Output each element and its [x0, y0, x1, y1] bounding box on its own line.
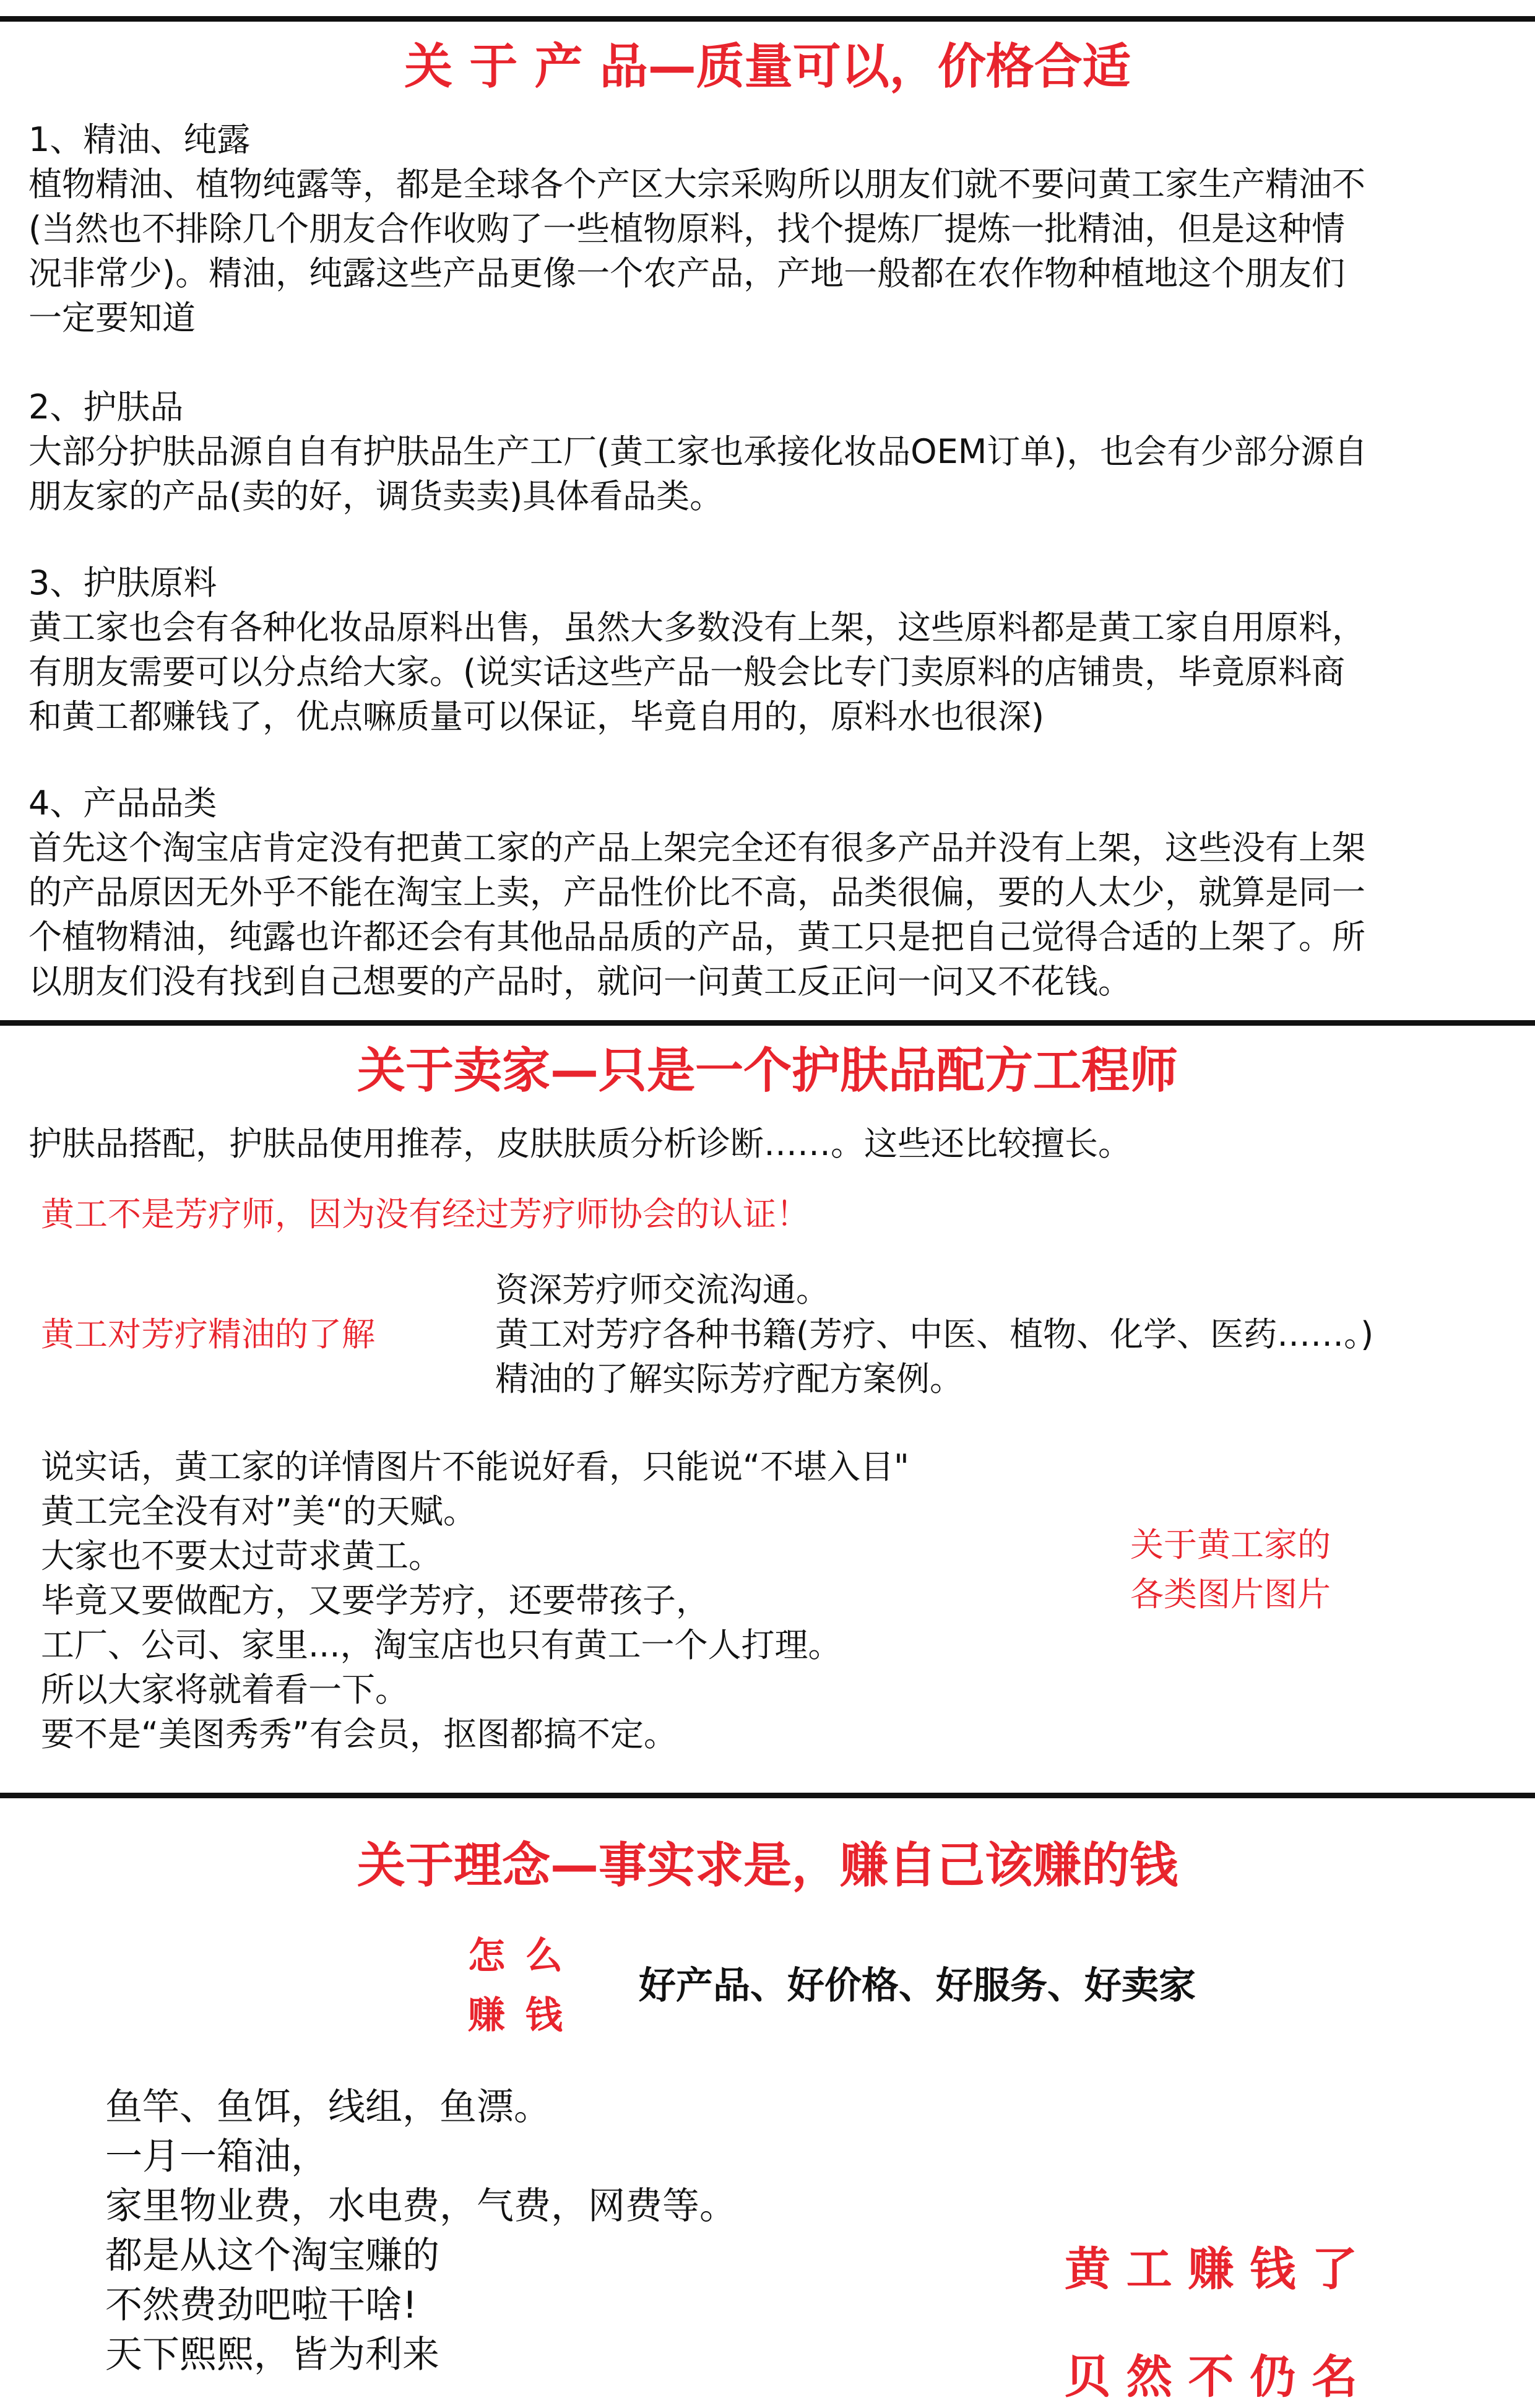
understanding-line: 黄工对芳疗各种书籍(芳疗、中医、植物、化学、医药……。): [495, 1315, 1374, 1354]
top-divider: [0, 16, 1535, 22]
item3-line: 有朋友需要可以分点给大家。(说实话这些产品一般会比专门卖原料的店铺贵，毕竟原料商: [28, 652, 1346, 691]
idea-line: 天下熙熙，皆为利来: [105, 2333, 439, 2376]
item3-line: 黄工家也会有各种化妆品原料出售，虽然大多数没有上架，这些原料都是黄工家自用原料，: [28, 608, 1365, 647]
how-label: 赚 钱: [468, 1994, 566, 2037]
item2-line: 大部分护肤品源自自有护肤品生产工厂(黄工家也承接化妆品OEM订单)，也会有少部分源自: [28, 432, 1368, 471]
item4-line: 个植物精油，纯露也许都还会有其他品品质的产品，黄工只是把自己觉得合适的上架了。所: [28, 917, 1365, 956]
section2-title: 关于卖家—只是一个护肤品配方工程师: [357, 1043, 1178, 1099]
item4-line: 首先这个淘宝店肯定没有把黄工家的产品上架完全还有很多产品并没有上架，这些没有上架: [28, 828, 1365, 867]
item4-line: 的产品原因无外乎不能在淘宝上卖，产品性价比不高，品类很偏，要的人太少，就算是同一: [28, 873, 1365, 912]
idea-line: 家里物业费，水电费，气费，网费等。: [105, 2185, 737, 2228]
pictures-line: 所以大家将就着看一下。: [41, 1670, 409, 1709]
pictures-label: 关于黄工家的: [1130, 1525, 1331, 1564]
idea-line: 都是从这个淘宝赚的: [105, 2234, 439, 2277]
item3-heading: 3、护肤原料: [28, 563, 217, 602]
item3-line: 和黄工都赚钱了，优点嘛质量可以保证，毕竟自用的，原料水也很深): [28, 697, 1045, 736]
item1-line: (当然也不排除几个朋友合作收购了一些植物原料，找个提炼厂提炼一批精油，但是这种情: [28, 209, 1346, 248]
not-therapist-note: 黄工不是芳疗师，因为没有经过芳疗师协会的认证！: [41, 1195, 810, 1234]
pictures-line: 毕竟又要做配方，又要学芳疗，还要带孩子，: [41, 1581, 709, 1620]
pictures-line: 大家也不要太过苛求黄工。: [41, 1536, 442, 1575]
section-divider: [0, 1793, 1535, 1798]
pictures-line: 黄工完全没有对”美“的天赋。: [41, 1492, 477, 1531]
understanding-line: 资深芳疗师交流沟通。: [495, 1270, 829, 1309]
pictures-line: 说实话，黄工家的详情图片不能说好看，只能说“不堪入目": [41, 1447, 909, 1486]
how-label: 怎 么: [468, 1934, 566, 1978]
pictures-line: 要不是“美图秀秀”有会员，抠图都搞不定。: [41, 1715, 677, 1754]
how-text: 好产品、好价格、好服务、好卖家: [639, 1964, 1196, 2007]
item1-line: 植物精油、植物纯露等，都是全球各个产区大宗采购所以朋友们就不要问黄工家生产精油不: [28, 165, 1365, 204]
idea-line: 鱼竿、鱼饵，线组，鱼漂。: [105, 2085, 551, 2129]
item1-line: 况非常少)。精油，纯露这些产品更像一个农产品，产地一般都在农作物种植地这个朋友们: [28, 254, 1346, 293]
pictures-line: 工厂、公司、家里...，淘宝店也只有黄工一个人打理。: [41, 1626, 842, 1665]
seller-intro: 护肤品搭配，护肤品使用推荐，皮肤肤质分析诊断……。这些还比较擅长。: [28, 1124, 1131, 1163]
item4-line: 以朋友们没有找到自己想要的产品时，就问一问黄工反正问一问又不花钱。: [28, 962, 1131, 1001]
understanding-line: 精油的了解实际芳疗配方案例。: [495, 1359, 963, 1398]
section-divider: [0, 1020, 1535, 1026]
earn-label: 黄 工 赚 钱 了: [1065, 2243, 1358, 2296]
item1-heading: 1、精油、纯露: [28, 120, 251, 159]
idea-line: 一月一箱油，: [105, 2135, 328, 2178]
idea-line: 不然费劲吧啦干啥!: [105, 2284, 418, 2327]
section1-title: 关 于 产 品—质量可以，价格合适: [404, 39, 1131, 95]
item2-line: 朋友家的产品(卖的好，调货卖卖)具体看品类。: [28, 477, 724, 516]
understanding-label: 黄工对芳疗精油的了解: [41, 1315, 375, 1354]
item2-heading: 2、护肤品: [28, 388, 184, 427]
item1-line: 一定要知道: [28, 298, 196, 337]
pictures-label: 各类图片图片: [1130, 1575, 1331, 1614]
section3-title: 关于理念—事实求是，赚自己该赚的钱: [357, 1838, 1178, 1894]
partial-label: 贝 然 不 仍 名: [1065, 2350, 1358, 2404]
item4-heading: 4、产品品类: [28, 784, 217, 823]
